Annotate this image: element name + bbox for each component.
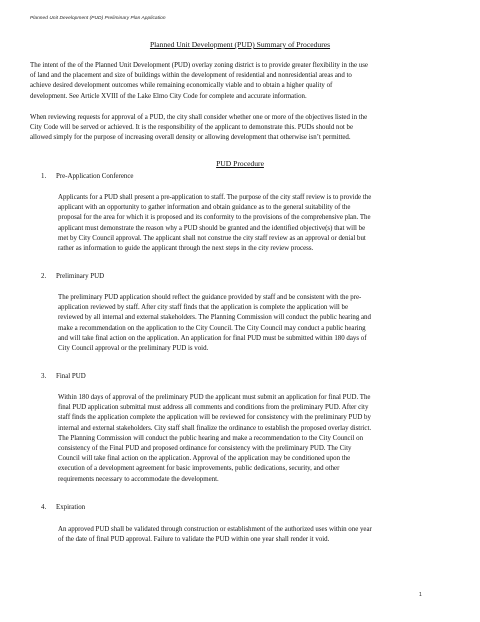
step-heading	[41, 172, 134, 182]
step-number: 1.	[41, 173, 47, 180]
text-line: applicant with an opportunity to gather information and obtain guidance as to the general suitability of the	[58, 204, 351, 212]
running-header: Planned Unit Development (PUD) Preliminary Plan Application	[30, 16, 166, 21]
text-line: City Code will be served or achieved. It is the responsibility of the applicant to demonstrate this. PUDs should not be	[30, 124, 354, 132]
text-line: met by City Council approval. The applicant shall not construe the city staff review as an approval or denial but	[58, 234, 366, 242]
text-line: applicant must demonstrate the reason why a PUD should be granted and the identified objective(s) that will be	[58, 224, 366, 232]
text-line: and will take final action on the application. An application for final PUD must be submitted within 180 days of	[58, 334, 367, 342]
text-line: Within 180 days of approval of the preliminary PUD the applicant must submit an application for final PUD. The	[58, 394, 371, 401]
text-line: of land and the placement and size of buildings within the development of residential and nonresidential areas and to	[30, 72, 352, 80]
text-line: The intent of the of the Planned Unit Development (PUD) overlay zoning district is to provide greater flexibility in the use	[30, 62, 368, 69]
text-line: City Council approval or the preliminary PUD is void.	[58, 344, 209, 352]
text-line: Council will take final action on the application. Approval of the application may be conditioned upon the	[58, 455, 351, 463]
step-heading-label: Preliminary PUD	[56, 273, 105, 280]
text-line: reviewed by all internal and external stakeholders. The Planning Commission will conduct the public hearing and	[58, 314, 371, 322]
step-body	[58, 525, 372, 545]
step-body	[58, 293, 371, 354]
text-line: When reviewing requests for approval of a PUD, the city shall consider whether one or more of the objectives listed in the	[30, 114, 368, 121]
step-number: 2.	[41, 273, 47, 280]
text-line: consistency of the Final PUD and proposed ordinance for consistency with the preliminary PUD. The City	[58, 444, 352, 452]
step-body	[58, 193, 371, 254]
text-line: Applicants for a PUD shall present a pre-application to staff. The purpose of the city staff review is to provide the	[58, 194, 372, 201]
text-line: achieve desired development outcomes while remaining economically viable and to obtain a higher quality of	[30, 82, 333, 90]
step-number: 4.	[41, 504, 47, 511]
text-line: The preliminary PUD application should reflect the guidance provided by staff and be consistent with the pre-	[58, 294, 362, 301]
text-line: internal and external stakeholders. City staff shall finalize the ordinance to establish the proposed overlay district.	[58, 424, 372, 432]
text-line: rather as information to guide the applicant through the next steps in the city review process.	[58, 244, 314, 252]
intro-paragraph	[30, 61, 368, 102]
step-heading-label: Final PUD	[56, 373, 86, 380]
step-number: 3.	[41, 373, 47, 380]
text-line: requirements necessary to accommodate the development.	[58, 475, 219, 483]
text-line: development. See Article XVIII of the Lake Elmo City Code for complete and accurate information.	[30, 92, 307, 100]
text-line: final PUD application submittal must address all comments and conditions from the preliminary PUD. After city	[58, 404, 369, 412]
text-line: application reviewed by staff. After city staff finds that the application is complete the application will be	[58, 304, 349, 312]
text-line: of the date of final PUD approval. Failure to validate the PUD within one year shall render it void.	[58, 536, 330, 544]
step-body	[58, 393, 371, 485]
step-heading	[41, 372, 86, 382]
intro-paragraph	[30, 113, 367, 144]
text-line: allowed simply for the purpose of increasing overall density or allowing development that otherwise isn’t permitted.	[30, 134, 351, 142]
text-line: The Planning Commission will conduct the public hearing and make a recommendation to the City Council on	[58, 434, 364, 442]
page-number: 1	[419, 592, 422, 598]
text-line: An approved PUD shall be validated through construction or establishment of the authorized uses within one year	[58, 526, 372, 533]
document-title: Planned Unit Development (PUD) Summary of Procedures	[149, 40, 331, 49]
text-line: staff finds the application complete the application will be reviewed for consistency with the preliminary PUD by	[58, 414, 371, 422]
step-heading-label: Expiration	[56, 504, 86, 511]
step-heading	[41, 503, 85, 513]
text-line: proposal for the area for which it is proposed and its conformity to the provisions of the comprehensive plan. The	[58, 214, 371, 222]
step-heading	[41, 272, 104, 282]
text-line: execution of a development agreement for basic improvements, public dedications, security, and other	[58, 465, 340, 473]
section-title: PUD Procedure	[216, 159, 264, 168]
text-line: make a recommendation on the application to the City Council. The City Council may conduct a public hearing	[58, 324, 366, 332]
step-heading-label: Pre-Application Conference	[56, 173, 134, 180]
